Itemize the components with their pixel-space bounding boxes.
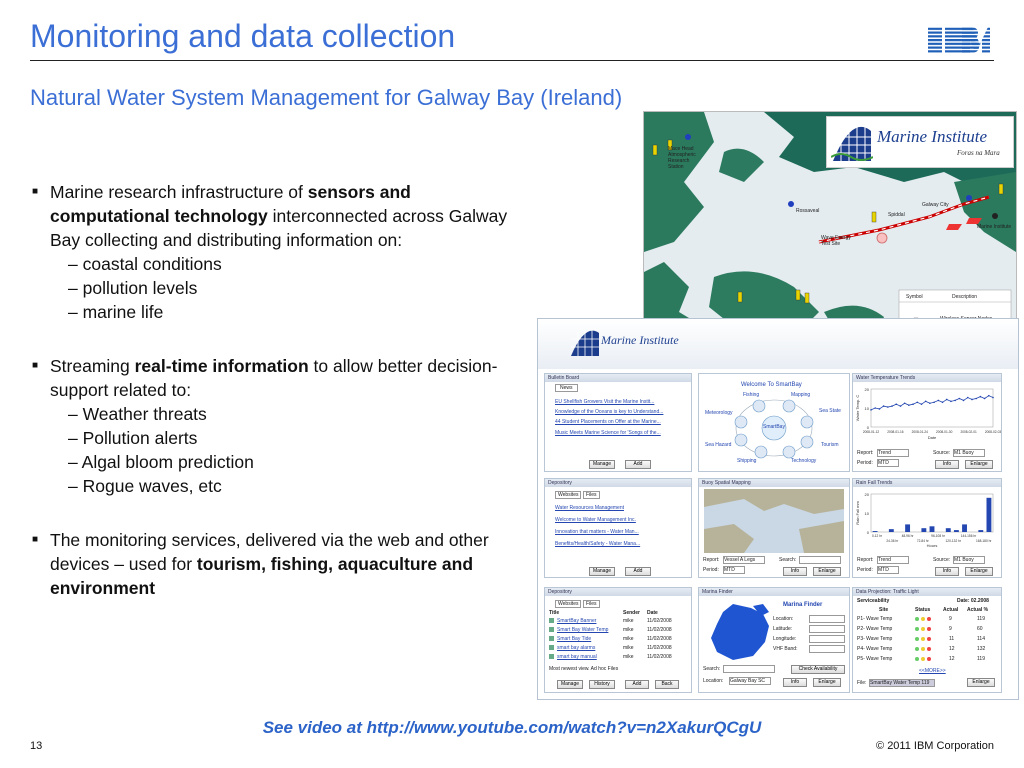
data-point bbox=[908, 404, 910, 406]
bullet-text-pre: Streaming bbox=[50, 356, 135, 376]
info-button[interactable]: Info bbox=[935, 567, 959, 576]
y-axis-label: Water Temp. C bbox=[855, 394, 860, 422]
status-light-icon bbox=[927, 617, 931, 621]
data-point bbox=[891, 405, 893, 407]
page-number: 13 bbox=[30, 740, 43, 752]
bulletin-board-panel bbox=[544, 373, 692, 472]
file-cell: 11/02/2008 bbox=[647, 645, 672, 651]
marine-grid-icon bbox=[831, 121, 873, 163]
traffic-site: P3- Wave Temp bbox=[857, 636, 893, 642]
news-link[interactable]: 44 Student Placements on Offer at the Marine... bbox=[555, 419, 661, 425]
data-point bbox=[954, 400, 956, 402]
file-link[interactable]: Smart Bay Water Temp bbox=[557, 627, 609, 633]
info-button[interactable]: Info bbox=[783, 567, 807, 576]
data-point bbox=[895, 403, 897, 405]
latitude-field[interactable] bbox=[809, 625, 845, 633]
col-actual-pct: Actual % bbox=[967, 607, 989, 613]
bullet-text-post: to allow better decision-support related to: bbox=[50, 356, 498, 400]
bar bbox=[889, 529, 894, 532]
data-point bbox=[992, 397, 994, 399]
video-link[interactable]: See video at http://www.youtube.com/watch?v=n2XakurQCgU bbox=[262, 718, 762, 737]
location-label: Location: bbox=[703, 678, 724, 684]
rain-title: Rain Fall Trends bbox=[853, 479, 1001, 487]
more-link[interactable]: <<MORE>> bbox=[919, 668, 946, 674]
period-select[interactable]: MTD bbox=[723, 566, 745, 574]
traffic-site: P1- Wave Temp bbox=[857, 616, 893, 622]
source-label: Source: bbox=[933, 557, 951, 563]
traffic-site: P4- Wave Temp bbox=[857, 646, 893, 652]
smartbay-label[interactable]: Mapping bbox=[791, 392, 811, 398]
data-point bbox=[929, 402, 931, 404]
data-point bbox=[950, 401, 952, 403]
file-icon bbox=[549, 618, 554, 623]
data-point bbox=[921, 403, 923, 405]
data-point bbox=[975, 398, 977, 400]
buoy-mapping-panel bbox=[698, 478, 850, 578]
period-select[interactable]: MTD bbox=[877, 459, 899, 467]
file-link[interactable]: smart bay alarms bbox=[557, 645, 596, 651]
status-light-icon bbox=[915, 657, 919, 661]
water-temp-panel bbox=[852, 373, 1002, 472]
bar bbox=[921, 528, 926, 532]
file-cell: mike bbox=[623, 627, 634, 633]
bullet-marker: ■ bbox=[32, 534, 39, 545]
status-light-icon bbox=[927, 637, 931, 641]
legend-header-description: Description bbox=[952, 294, 978, 300]
data-point bbox=[916, 402, 918, 404]
file-icon bbox=[549, 627, 554, 632]
smartbay-label[interactable]: Shipping bbox=[737, 458, 757, 464]
traffic-site: P5- Wave Temp bbox=[857, 656, 893, 662]
website-link[interactable]: Welcome to Water Management Inc. bbox=[555, 517, 636, 523]
source-select[interactable]: M1 Buoy bbox=[953, 449, 985, 457]
period-select[interactable]: MTD bbox=[877, 566, 899, 574]
status-light-icon bbox=[921, 627, 925, 631]
file-cell: 11/02/2008 bbox=[647, 618, 672, 624]
marina-title: Marina Finder bbox=[699, 588, 849, 596]
data-point bbox=[874, 407, 876, 409]
history-button[interactable]: History bbox=[589, 680, 615, 689]
buoy-map-image bbox=[704, 489, 844, 553]
bullet-text-bold: tourism, fishing, aquaculture and environment bbox=[50, 554, 474, 598]
period-label: Period: bbox=[703, 567, 719, 573]
enlarge-button[interactable]: Enlarge bbox=[965, 567, 993, 576]
source-label: Source: bbox=[933, 450, 951, 456]
file-label: File: bbox=[857, 680, 867, 686]
add-button[interactable]: Add bbox=[625, 460, 651, 469]
y-tick-label: 10 bbox=[864, 511, 869, 516]
marina-finder-panel bbox=[698, 587, 850, 693]
marina-field-label: Latitude: bbox=[773, 626, 793, 632]
buoy-map-title: Buoy Spatial Mapping bbox=[699, 479, 849, 487]
enlarge-button[interactable]: Enlarge bbox=[813, 678, 841, 687]
back-button[interactable]: Back bbox=[655, 680, 679, 689]
file-icon bbox=[549, 645, 554, 650]
water-temp-title: Water Temperature Trends bbox=[853, 374, 1001, 382]
bar bbox=[962, 524, 967, 532]
smartbay-welcome-panel bbox=[698, 373, 850, 472]
bullet-text bbox=[50, 528, 512, 600]
location-select[interactable]: Galway Bay SC bbox=[729, 677, 771, 685]
report-select[interactable]: Vessel A Legs bbox=[723, 556, 765, 564]
x-tick-label: 72-84 hr bbox=[916, 539, 929, 543]
file-cell: 11/02/2008 bbox=[647, 654, 672, 660]
search-label: Search: bbox=[779, 557, 797, 563]
file-icon bbox=[549, 636, 554, 641]
bullet-text bbox=[50, 354, 512, 498]
x-tick-label: 96-108 hr bbox=[931, 534, 945, 538]
data-point bbox=[984, 398, 986, 400]
info-button[interactable]: Info bbox=[935, 460, 959, 469]
data-point bbox=[912, 403, 914, 405]
y-tick-label: 20 bbox=[864, 387, 869, 392]
file-cell: mike bbox=[623, 654, 634, 660]
traffic-title: Data Projection: Traffic Light bbox=[853, 588, 1001, 596]
col-date: Date bbox=[647, 610, 658, 616]
y-tick-label: 0 bbox=[866, 530, 869, 535]
smartbay-portal-screenshot bbox=[537, 318, 1019, 700]
bar bbox=[905, 524, 910, 532]
ibm-logo bbox=[926, 24, 994, 54]
marina-heading: Marina Finder bbox=[783, 602, 823, 608]
enlarge-button[interactable]: Enlarge bbox=[965, 460, 993, 469]
smartbay-welcome: Welcome To SmartBay bbox=[741, 382, 802, 388]
ibm-logo-icon bbox=[926, 24, 994, 54]
traffic-actual: 9 bbox=[949, 626, 952, 632]
period-label: Period: bbox=[857, 567, 873, 573]
sub-item: – marine life bbox=[68, 300, 512, 324]
bar bbox=[986, 498, 991, 532]
status-light-icon bbox=[921, 647, 925, 651]
source-select[interactable]: M1 Buoy bbox=[953, 556, 985, 564]
file-cell: mike bbox=[623, 636, 634, 642]
data-point bbox=[959, 398, 961, 400]
bar bbox=[930, 526, 935, 532]
portal-header bbox=[538, 319, 1018, 369]
info-button[interactable]: Info bbox=[783, 678, 807, 687]
website-link[interactable]: Benefits/Health/Safety - Water Mana... bbox=[555, 541, 641, 547]
report-select[interactable]: Trend bbox=[877, 556, 909, 564]
status-light-icon bbox=[927, 647, 931, 651]
bullet-item bbox=[32, 528, 512, 600]
file-link[interactable]: SmartBay Banner bbox=[557, 618, 597, 624]
traffic-light-panel bbox=[852, 587, 1002, 693]
data-point bbox=[971, 399, 973, 401]
bar bbox=[978, 530, 983, 532]
file-select[interactable]: SmartBay Water Temp 119 bbox=[869, 679, 935, 687]
bullet-item bbox=[32, 354, 512, 498]
file-cell: mike bbox=[623, 618, 634, 624]
marina-field-label: VHF Band: bbox=[773, 646, 798, 652]
plot-frame bbox=[871, 494, 993, 532]
portal-logo-text: Marine Institute bbox=[601, 333, 679, 347]
data-point bbox=[988, 395, 990, 397]
report-label: Report: bbox=[703, 557, 720, 563]
plot-frame bbox=[871, 389, 993, 427]
status-light-icon bbox=[921, 637, 925, 641]
search-label: Search: bbox=[703, 666, 721, 672]
depository-title: Depository bbox=[545, 479, 691, 487]
file-link[interactable]: smart bay manual bbox=[557, 654, 597, 660]
traffic-actual: 11 bbox=[949, 636, 955, 642]
x-tick-label: 144-156 hr bbox=[960, 534, 977, 538]
data-point bbox=[980, 396, 982, 398]
status-light-icon bbox=[921, 617, 925, 621]
smartbay-label[interactable]: Sea Hazard bbox=[705, 442, 732, 448]
depository-panel bbox=[544, 478, 692, 578]
x-tick-label: 48-96 hr bbox=[901, 534, 914, 538]
col-actual: Actual bbox=[943, 607, 959, 613]
vhf-field[interactable] bbox=[809, 645, 845, 653]
data-point bbox=[942, 402, 944, 404]
map-label-spiddal: Spiddal bbox=[888, 212, 905, 218]
x-axis-label: Hours bbox=[926, 543, 938, 548]
data-point bbox=[946, 399, 948, 401]
sub-item: – Algal bloom prediction bbox=[68, 450, 512, 474]
data-point bbox=[887, 406, 889, 408]
news-link[interactable]: EU Shellfish Growers Visit the Marine Instit... bbox=[555, 399, 655, 405]
data-point bbox=[967, 397, 969, 399]
news-link[interactable]: Knowledge of the Oceans is key to Understand... bbox=[555, 409, 664, 415]
map-label-marine-institute: Marine Institute bbox=[977, 224, 1012, 230]
slide-subtitle: Natural Water System Management for Galway Bay (Ireland) bbox=[30, 85, 623, 110]
smartbay-label[interactable]: Technology bbox=[791, 458, 817, 464]
website-link[interactable]: Water Resources Management bbox=[555, 505, 625, 511]
manage-button[interactable]: Manage bbox=[589, 567, 615, 576]
traffic-actual: 12 bbox=[949, 646, 955, 652]
map-label-mace-head: Mace Head Atmospheric Research Station bbox=[668, 146, 696, 170]
sub-item: – pollution levels bbox=[68, 276, 512, 300]
enlarge-button[interactable]: Enlarge bbox=[813, 567, 841, 576]
manage-button[interactable]: Manage bbox=[557, 680, 583, 689]
traffic-actual-pct: 60 bbox=[977, 626, 983, 632]
status-light-icon bbox=[915, 617, 919, 621]
marine-institute-logo bbox=[826, 116, 1014, 168]
bullet-text-bold: sensors and computational technology bbox=[50, 182, 411, 226]
bullet-text-bold: real-time information bbox=[134, 356, 309, 376]
legend-header-symbol: Symbol bbox=[906, 294, 923, 300]
data-point bbox=[938, 400, 940, 402]
tab-websites[interactable]: Websites bbox=[555, 600, 581, 608]
y-tick-label: 20 bbox=[864, 492, 869, 497]
bullet-marker: ■ bbox=[32, 360, 39, 371]
data-point bbox=[900, 405, 902, 407]
title-divider bbox=[30, 60, 994, 61]
x-tick-label: 24-36 hr bbox=[886, 539, 899, 543]
search-input[interactable] bbox=[723, 665, 775, 673]
rain-fall-panel bbox=[852, 478, 1002, 578]
smartbay-label[interactable]: Sea State bbox=[819, 408, 841, 414]
x-tick-label: 2008-01-16 bbox=[887, 430, 904, 434]
copyright: © 2011 IBM Corporation bbox=[876, 740, 994, 752]
traffic-site: P2- Wave Temp bbox=[857, 626, 893, 632]
portal-marine-logo-icon bbox=[570, 327, 600, 357]
col-status: Status bbox=[915, 607, 931, 613]
rain-fall-chart bbox=[853, 488, 1001, 548]
data-point bbox=[883, 405, 885, 407]
sub-list bbox=[50, 402, 512, 498]
x-tick-label: 2008-01-24 bbox=[911, 430, 928, 434]
longitude-field[interactable] bbox=[809, 635, 845, 643]
traffic-actual-pct: 132 bbox=[977, 646, 986, 652]
smartbay-label[interactable]: Meteorology bbox=[705, 410, 733, 416]
y-axis-label: Rain Fall mm bbox=[855, 501, 860, 525]
x-tick-label: 0-12 hr bbox=[871, 534, 883, 538]
bullet-marker: ■ bbox=[32, 186, 39, 197]
sub-item: – Weather threats bbox=[68, 402, 512, 426]
marine-institute-name: Marine Institute bbox=[877, 127, 988, 146]
status-light-icon bbox=[927, 627, 931, 631]
add-button[interactable]: Add bbox=[625, 567, 651, 576]
data-point bbox=[933, 402, 935, 404]
status-light-icon bbox=[915, 627, 919, 631]
map-label-rossaveal: Rossaveal bbox=[796, 208, 820, 214]
bulletin-title: Bulletin Board bbox=[545, 374, 691, 382]
col-sender: Sender bbox=[623, 610, 640, 616]
smartbay-label[interactable]: Fishing bbox=[743, 392, 760, 398]
news-link[interactable]: Music Meets Marine Science for 'Songs of the... bbox=[555, 430, 661, 436]
bar bbox=[873, 531, 878, 532]
tab-websites[interactable]: Websites bbox=[555, 491, 581, 499]
data-point bbox=[925, 401, 927, 403]
status-light-icon bbox=[915, 637, 919, 641]
file-link[interactable]: Smart Bay Tide bbox=[557, 636, 592, 642]
file-cell: mike bbox=[623, 645, 634, 651]
sub-item: – coastal conditions bbox=[68, 252, 512, 276]
col-title: Title bbox=[549, 610, 560, 616]
tab-files[interactable]: Files bbox=[583, 600, 600, 608]
report-label: Report: bbox=[857, 450, 874, 456]
website-link[interactable]: Innovation that matters - Water Man... bbox=[555, 529, 639, 535]
bullet-text-pre: Marine research infrastructure of bbox=[50, 182, 308, 202]
traffic-date: Date: 02.2008 bbox=[957, 598, 989, 604]
water-temp-chart bbox=[853, 383, 1001, 443]
map-label-galway-city: Galway City bbox=[922, 202, 949, 208]
traffic-actual-pct: 119 bbox=[977, 656, 985, 662]
smartbay-label[interactable]: Tourism bbox=[821, 442, 839, 448]
status-light-icon bbox=[915, 647, 919, 651]
file-cell: 11/02/2008 bbox=[647, 627, 672, 633]
ireland-map-icon bbox=[703, 602, 778, 662]
search-input[interactable] bbox=[799, 556, 841, 564]
enlarge-button[interactable]: Enlarge bbox=[967, 678, 995, 687]
status-light-icon bbox=[927, 657, 931, 661]
tab-news[interactable]: News bbox=[555, 384, 578, 392]
serviceability-label: Serviceability bbox=[857, 598, 890, 604]
x-tick-label: 2008-02-03 bbox=[984, 430, 1001, 434]
report-select[interactable]: Trend bbox=[877, 449, 909, 457]
sub-item: – Rogue waves, etc bbox=[68, 474, 512, 498]
data-point bbox=[879, 408, 881, 410]
x-axis-label: Date bbox=[927, 435, 937, 440]
files-panel bbox=[544, 587, 692, 693]
x-tick-label: 2008-02-01 bbox=[960, 430, 977, 434]
location-field[interactable] bbox=[809, 615, 845, 623]
bullet-text-post: interconnected across Galway Bay collecting and distributing information on: bbox=[50, 206, 508, 250]
file-icon bbox=[549, 654, 554, 659]
tab-files[interactable]: Files bbox=[583, 491, 600, 499]
series-line bbox=[871, 396, 993, 410]
marina-field-label: Longitude: bbox=[773, 636, 797, 642]
bullet-text-pre: The monitoring services, delivered via the web and other devices – used for bbox=[50, 530, 489, 574]
file-cell: 11/02/2008 bbox=[647, 636, 672, 642]
x-tick-label: 168-180 hr bbox=[976, 539, 992, 543]
traffic-actual: 9 bbox=[949, 616, 952, 622]
y-tick-label: 10 bbox=[864, 406, 869, 411]
check-availability-button[interactable]: Check Availability bbox=[791, 665, 845, 674]
bullet-text bbox=[50, 180, 512, 324]
traffic-actual: 12 bbox=[949, 656, 955, 662]
data-point bbox=[904, 402, 906, 404]
files-title: Depository bbox=[545, 588, 691, 596]
bar bbox=[954, 530, 959, 532]
traffic-actual-pct: 114 bbox=[977, 636, 985, 642]
data-point bbox=[963, 400, 965, 402]
data-point bbox=[870, 409, 872, 411]
bar bbox=[946, 528, 951, 532]
sub-item: – Pollution alerts bbox=[68, 426, 512, 450]
add-button[interactable]: Add bbox=[625, 680, 649, 689]
smartbay-center: SmartBay bbox=[763, 424, 785, 430]
y-tick-label: 0 bbox=[866, 425, 869, 430]
files-note: Most newest view. Ad hoc Files bbox=[549, 666, 619, 672]
manage-button[interactable]: Manage bbox=[589, 460, 615, 469]
x-tick-label: 120-132 hr bbox=[945, 539, 961, 543]
x-tick-label: 2008-01-30 bbox=[936, 430, 953, 434]
marine-institute-irish: Foras na Mara bbox=[957, 149, 1000, 157]
bullet-item bbox=[32, 180, 512, 324]
traffic-actual-pct: 119 bbox=[977, 616, 985, 622]
status-light-icon bbox=[921, 657, 925, 661]
slide-title: Monitoring and data collection bbox=[30, 18, 456, 54]
bullet-list bbox=[32, 180, 512, 630]
period-label: Period: bbox=[857, 460, 873, 466]
marina-field-label: Location: bbox=[773, 616, 794, 622]
sub-list bbox=[50, 252, 512, 324]
x-tick-label: 2008-01-12 bbox=[862, 430, 880, 434]
col-site: Site bbox=[879, 607, 889, 613]
report-label: Report: bbox=[857, 557, 874, 563]
map-label-wave-energy: Wave Energy Test Site bbox=[821, 235, 851, 247]
